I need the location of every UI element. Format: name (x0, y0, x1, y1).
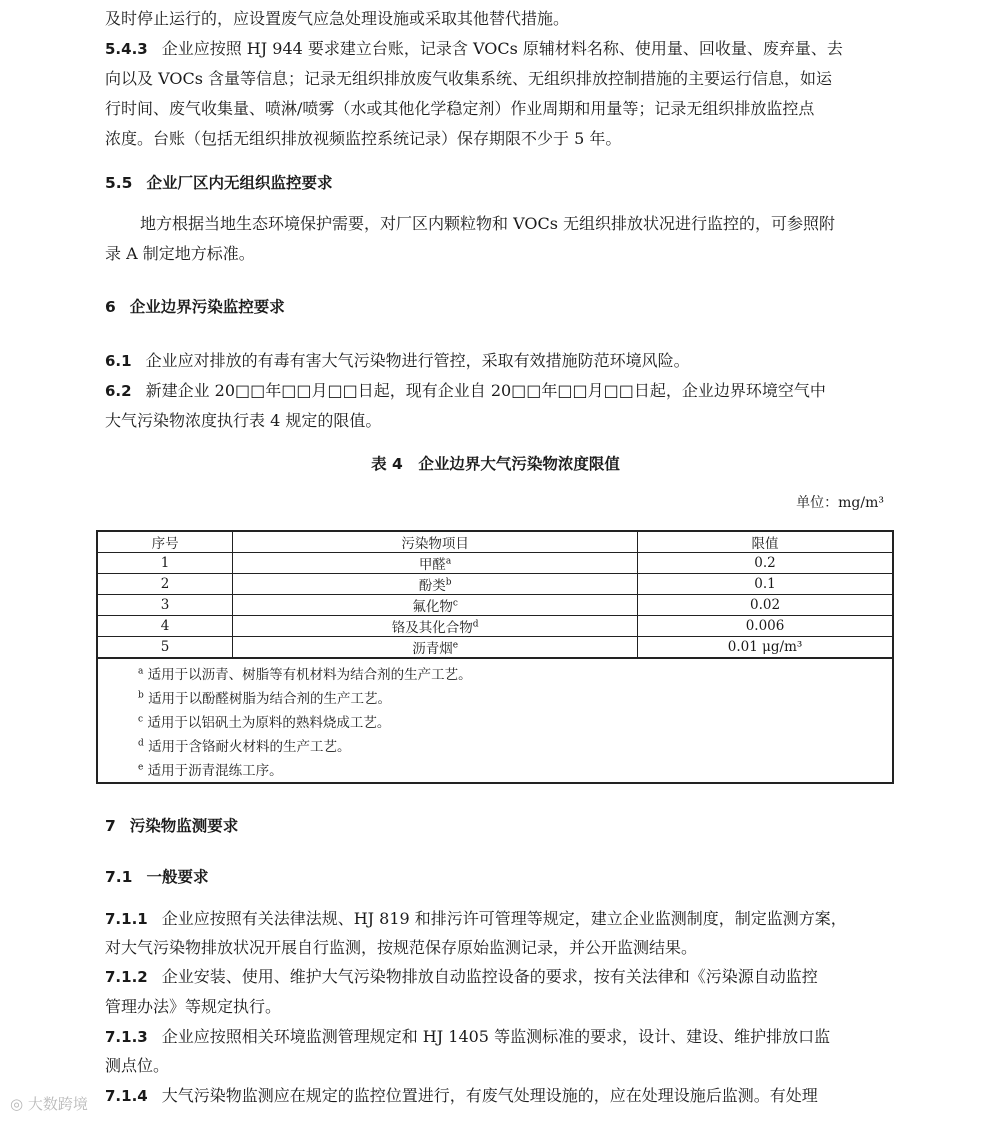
footnote-mark: b (138, 690, 144, 701)
item-name: 氟化物 (412, 599, 453, 615)
paragraph-line: 行时间、废气收集量、喷淋/喷雾（水或其他化学稳定剂）作业周期和用量等；记录无组织排放监控点 (105, 99, 815, 118)
clause-number: 7.1.1 (105, 910, 148, 928)
col-header-number: 序号 (97, 531, 233, 553)
paragraph-line: 及时停止运行的，应设置废气应急处理设施或采取其他替代措施。 (105, 9, 570, 28)
heading-text: 企业边界污染监控要求 (129, 298, 285, 316)
table-header-row (97, 531, 893, 553)
footnote-text: 适用于沥青混练工序。 (147, 763, 283, 779)
heading-number: 7 (105, 817, 116, 835)
col-header-item: 污染物项目 (233, 531, 638, 553)
paragraph-line: 大气污染物浓度执行表 4 规定的限值。 (105, 411, 382, 430)
paragraph-line: 对大气污染物排放状况开展自行监测，按规范保存原始监测记录，并公开监测结果。 (105, 938, 698, 957)
footnote-mark: e (452, 640, 459, 651)
section-heading-7 (105, 815, 238, 837)
heading-number: 7.1 (105, 868, 133, 886)
footnote-text: 适用于含铬耐火材料的生产工艺。 (148, 739, 351, 755)
row-item (233, 574, 638, 595)
table-row (97, 637, 893, 659)
footnote (138, 759, 283, 779)
table-unit: 单位：mg/m³ (796, 495, 884, 511)
footnote-text: 适用于以铝矾土为原料的熟料烧成工艺。 (147, 715, 391, 731)
footnote (138, 735, 351, 755)
heading-text: 污染物监测要求 (129, 817, 239, 835)
item-name: 甲醛 (418, 557, 446, 573)
footnote-mark: a (445, 556, 452, 567)
row-number: 5 (97, 637, 233, 659)
paragraph-line: 企业应对排放的有毒有害大气污染物进行管控，采取有效措施防范环境风险。 (145, 351, 690, 370)
table-row (97, 574, 893, 595)
paragraph-line: 地方根据当地生态环境保护需要，对厂区内颗粒物和 VOCs 无组织排放状况进行监控的，可参照附 (140, 214, 836, 233)
heading-number: 6 (105, 298, 116, 316)
footnote-mark: d (472, 619, 479, 630)
paragraph-line: 管理办法》等规定执行。 (105, 997, 282, 1016)
paragraph-line: 企业应按照 HJ 944 要求建立台账，记录含 VOCs 原辅材料名称、使用量、回收量、废弃量、去 (161, 39, 843, 58)
item-name: 铬及其化合物 (391, 620, 473, 636)
row-item (233, 595, 638, 616)
clause-number: 7.1.4 (105, 1087, 148, 1105)
watermark-text: 大数跨境 (27, 1095, 88, 1113)
row-limit: 0.2 (638, 553, 893, 574)
paragraph-line: 企业应按照有关法律法规、HJ 819 和排污许可管理等规定，建立企业监测制度，制定监测方案， (161, 909, 847, 928)
paragraph-line: 测点位。 (105, 1056, 170, 1075)
paragraph-line: 向以及 VOCs 含量等信息；记录无组织排放废气收集系统、无组织排放控制措施的主要运行信息，如运 (105, 69, 833, 88)
paragraph-line: 录 A 制定地方标准。 (105, 244, 255, 263)
heading-number: 5.5 (105, 174, 133, 192)
row-item (233, 616, 638, 637)
footnote-mark: d (138, 738, 144, 749)
paragraph-line: 企业安装、使用、维护大气污染物排放自动监控设备的要求，按有关法律和《污染源自动监控 (161, 967, 818, 986)
footnote (138, 711, 390, 731)
clause-7-1-4 (105, 1085, 818, 1107)
paragraph-line: 大气污染物监测应在规定的监控位置进行，有废气处理设施的，应在处理设施后监测。有处理 (161, 1086, 818, 1105)
clause-number: 5.4.3 (105, 40, 148, 58)
clause-6-1 (105, 350, 690, 372)
section-heading-5-5 (105, 172, 332, 194)
section-heading-6 (105, 296, 285, 318)
row-limit: 0.02 (638, 595, 893, 616)
clause-6-2 (105, 380, 826, 402)
paragraph-line: 新建企业 20□□年□□月□□日起，现有企业自 20□□年□□月□□日起，企业边界环境空气中 (145, 381, 826, 400)
heading-text: 一般要求 (146, 868, 209, 886)
footnote-mark: a (138, 666, 144, 677)
row-number: 4 (97, 616, 233, 637)
clause-number: 6.1 (105, 352, 132, 370)
item-name: 酚类 (418, 578, 446, 594)
limits-table (96, 530, 894, 659)
row-limit: 0.006 (638, 616, 893, 637)
clause-7-1-3 (105, 1026, 830, 1048)
clause-number: 7.1.3 (105, 1028, 148, 1046)
footnote-text: 适用于以沥青、树脂等有机材料为结合剂的生产工艺。 (147, 667, 472, 683)
table-caption: 表 4 企业边界大气污染物浓度限值 (371, 455, 620, 473)
footnote-mark: e (138, 762, 144, 773)
footnote-mark: c (452, 598, 458, 609)
clause-number: 6.2 (105, 382, 132, 400)
clause-7-1-2 (105, 966, 818, 988)
paragraph-line: 企业应按照相关环境监测管理规定和 HJ 1405 等监测标准的要求，设计、建设、维护排放口监 (161, 1027, 831, 1046)
row-number: 3 (97, 595, 233, 616)
row-limit: 0.01 μg/m³ (638, 637, 893, 659)
table-row (97, 595, 893, 616)
heading-text: 企业厂区内无组织监控要求 (146, 174, 333, 192)
section-heading-7-1 (105, 866, 208, 888)
footnote-mark: c (138, 714, 144, 725)
footnote-mark: b (445, 577, 452, 588)
watermark-icon: ◎ (10, 1095, 24, 1113)
footnote (138, 663, 472, 683)
clause-5-4-3 (105, 38, 843, 60)
clause-number: 7.1.2 (105, 968, 148, 986)
item-name: 沥青烟 (412, 641, 453, 657)
table-row (97, 616, 893, 637)
col-header-limit: 限值 (638, 531, 893, 553)
watermark (10, 1093, 88, 1114)
row-item (233, 637, 638, 659)
table-row (97, 553, 893, 574)
row-number: 2 (97, 574, 233, 595)
row-limit: 0.1 (638, 574, 893, 595)
row-number: 1 (97, 553, 233, 574)
clause-7-1-1 (105, 908, 847, 930)
table-footnotes (96, 658, 894, 784)
footnote-text: 适用于以酚醛树脂为结合剂的生产工艺。 (148, 691, 392, 707)
row-item (233, 553, 638, 574)
paragraph-line: 浓度。台账（包括无组织排放视频监控系统记录）保存期限不少于 5 年。 (105, 129, 622, 148)
footnote (138, 687, 391, 707)
